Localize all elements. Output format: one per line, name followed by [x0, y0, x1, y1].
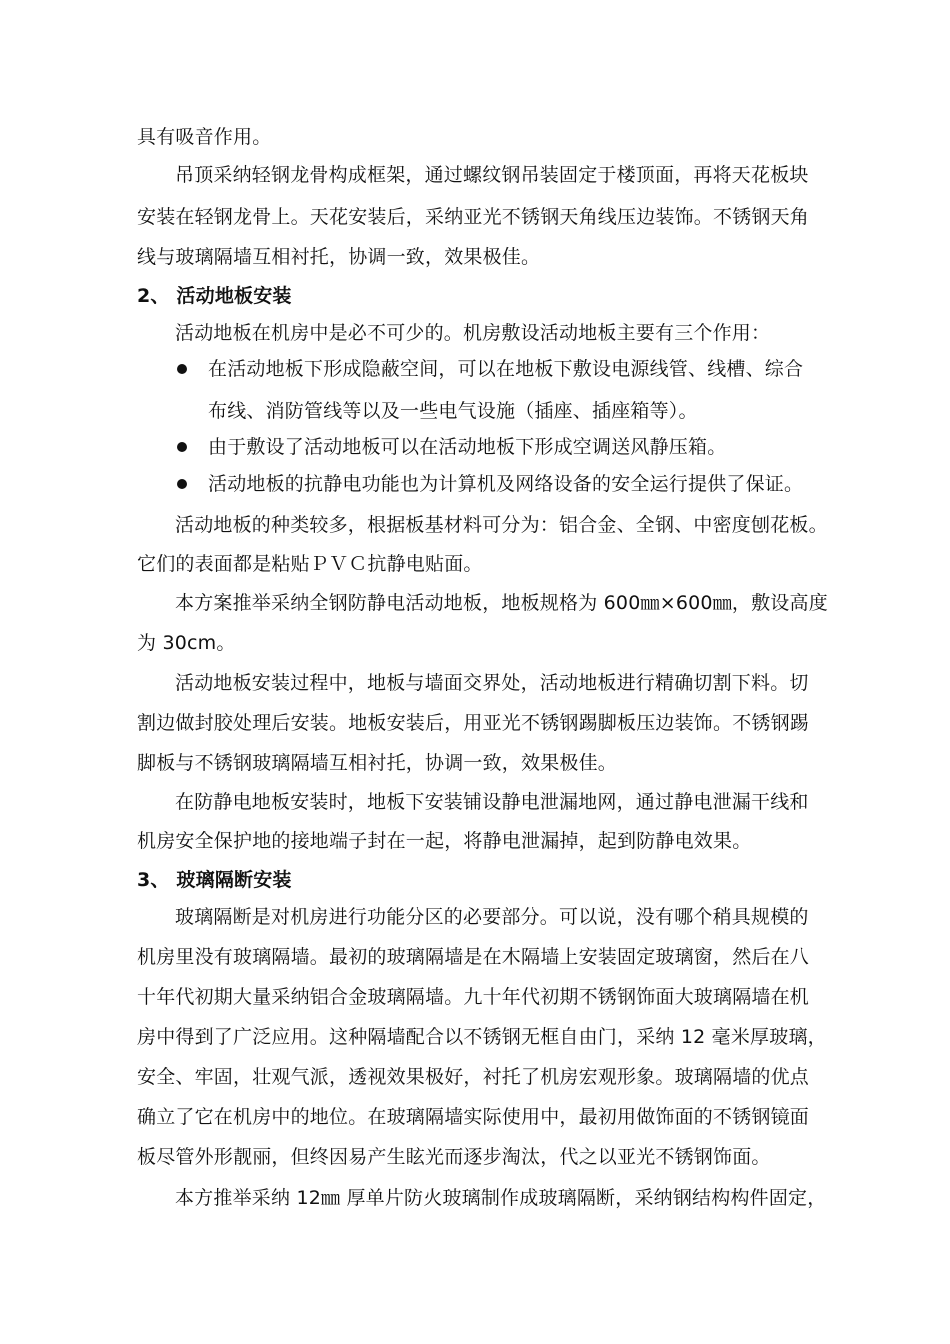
paragraph-start: 在防静电地板安装时，地板下安装铺设静电泄漏地网，通过静电泄漏干线和 [175, 791, 809, 813]
text-line: 十年代初期大量采纳铝合金玻璃隔墙。九十年代初期不锈钢饰面大玻璃隔墙在机 [137, 986, 810, 1008]
bullet-icon [177, 442, 187, 452]
text-line: 板尽管外形靓丽，但终因易产生眩光而逐步淘汰，代之以亚光不锈钢饰面。 [137, 1146, 771, 1168]
paragraph-start: 活动地板在机房中是必不可少的。机房敷设活动地板主要有三个作用： [175, 322, 771, 344]
bullet-icon [177, 479, 187, 489]
paragraph-start: 活动地板的种类较多，根据板基材料可分为：铝合金、全钢、中密度刨花板。 [175, 514, 828, 536]
text-line: 具有吸音作用。 [137, 126, 272, 148]
bullet-icon [177, 364, 187, 374]
bullet-item: 由于敷设了活动地板可以在活动地板下形成空调送风静压箱。 [208, 436, 727, 458]
bullet-item: 在活动地板下形成隐蔽空间，可以在地板下敷设电源线管、线槽、综合 [208, 358, 804, 380]
section-heading-3: 3、 玻璃隔断安装 [137, 869, 292, 891]
text-line: 线与玻璃隔墙互相衬托，协调一致，效果极佳。 [137, 246, 541, 268]
text-line: 机房安全保护地的接地端子封在一起，将静电泄漏掉，起到防静电效果。 [137, 830, 752, 852]
paragraph-start: 活动地板安装过程中，地板与墙面交界处，活动地板进行精确切割下料。切 [175, 672, 809, 694]
text-line: 脚板与不锈钢玻璃隔墙互相衬托，协调一致，效果极佳。 [137, 752, 618, 774]
text-line: 机房里没有玻璃隔墙。最初的玻璃隔墙是在木隔墙上安装固定玻璃窗，然后在八 [137, 946, 810, 968]
text-line: 确立了它在机房中的地位。在玻璃隔墙实际使用中，最初用做饰面的不锈钢镜面 [137, 1106, 810, 1128]
bullet-item-continuation: 布线、消防管线等以及一些电气设施（插座、插座箱等）。 [208, 400, 698, 422]
paragraph-start: 本方案推举采纳全钢防静电活动地板，地板规格为 600㎜×600㎜，敷设高度 [175, 592, 828, 614]
paragraph-start: 玻璃隔断是对机房进行功能分区的必要部分。可以说，没有哪个稍具规模的 [175, 906, 809, 928]
text-line: 安全、牢固，壮观气派，透视效果极好，衬托了机房宏观形象。玻璃隔墙的优点 [137, 1066, 810, 1088]
text-line: 安装在轻钢龙骨上。天花安装后，采纳亚光不锈钢天角线压边装饰。不锈钢天角 [137, 206, 810, 228]
paragraph-start: 吊顶采纳轻钢龙骨构成框架，通过螺纹钢吊装固定于楼顶面，再将天花板块 [175, 164, 809, 186]
text-line: 为 30cm。 [137, 632, 236, 654]
paragraph-start: 本方推举采纳 12㎜ 厚单片防火玻璃制作成玻璃隔断，采纳钢结构构件固定， [175, 1187, 827, 1209]
bullet-item: 活动地板的抗静电功能也为计算机及网络设备的安全运行提供了保证。 [208, 473, 804, 495]
text-line: 房中得到了广泛应用。这种隔墙配合以不锈钢无框自由门，采纳 12 毫米厚玻璃， [137, 1026, 827, 1048]
text-line: 割边做封胶处理后安装。地板安装后，用亚光不锈钢踢脚板压边装饰。不锈钢踢 [137, 712, 810, 734]
section-heading-2: 2、 活动地板安装 [137, 285, 292, 307]
text-line: 它们的表面都是粘贴ＰＶＣ抗静电贴面。 [137, 553, 483, 575]
